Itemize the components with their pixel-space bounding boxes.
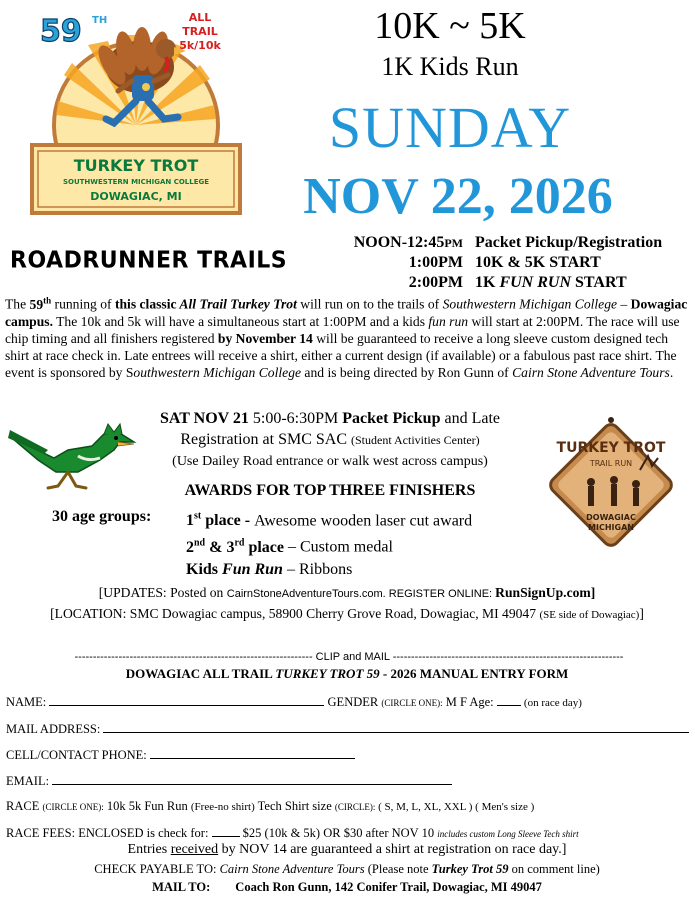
check-payable: CHECK PAYABLE TO: Cairn Stone Adventure Tours (Please note Turkey Trot 59 on comment line): [94, 862, 600, 876]
mail-address-field[interactable]: [103, 721, 689, 733]
form-row-race: RACE (CIRCLE ONE): 10k 5k Fun Run (Free-no shirt) Tech Shirt size (CIRCLE): ( S, M, L, XL, XXL ) ( Men's size ): [6, 799, 535, 813]
logo-location: DOWAGIAC, MI: [90, 190, 182, 203]
mail-address-label: MAIL ADDRESS:: [6, 722, 101, 736]
awards-title: AWARDS FOR TOP THREE FINISHERS: [184, 482, 476, 499]
logo-edition: 59: [40, 14, 82, 49]
logo-subtitle: SOUTHWESTERN MICHIGAN COLLEGE: [62, 178, 210, 186]
logo-title: TURKEY TROT: [73, 156, 199, 175]
clip-divider: ----------------------------------------------------------------- CLIP and MAIL ---------------------------------------------------------------: [74, 651, 624, 663]
check-amount-field[interactable]: [212, 825, 240, 837]
wooden-award-image: [536, 410, 686, 560]
updates-info: [UPDATES: Posted on CairnStoneAdventureTours.com. REGISTER ONLINE: RunSignUp.com] [LOCATION: SMC Dowagiac campus, 58900 Cherry Grove Road, Dowagiac, MI 49047 (SE side of Dowagiac)]: [50, 585, 644, 621]
phone-label: CELL/CONTACT PHONE:: [6, 748, 147, 762]
form-row-fees: RACE FEES: ENCLOSED is check for: $25 (10k & 5k) OR $30 after NOV 10 includes custom Long Sleeve Tech shirt: [6, 826, 579, 840]
medal-location-2: MICHIGAN: [588, 523, 634, 532]
logo-edition-suffix: TH: [92, 15, 108, 26]
schedule-time: NOON-12:45PM: [353, 234, 463, 251]
header-events: 10K ~ 5K: [374, 5, 526, 47]
logo-tagline-3: 5k/10k: [179, 39, 221, 52]
schedule-desc: 1K FUN RUN START: [475, 274, 627, 291]
award-first: 1st place - Awesome wooden laser cut award: [186, 511, 473, 530]
phone-field[interactable]: [150, 747, 355, 759]
name-label: NAME:: [6, 695, 47, 709]
saturday-pickup: SAT NOV 21 5:00-6:30PM Packet Pickup and Late Registration at SMC SAC (Student Activities Center) (Use Dailey Road entrance or walk west across campus): [159, 410, 500, 469]
medal-location-1: DOWAGIAC: [586, 513, 636, 522]
register-link[interactable]: RunSignUp.com]: [495, 585, 596, 600]
award-kids: Kids Fun Run – Ribbons: [186, 560, 353, 578]
awards-age-groups: 30 age groups:: [52, 508, 152, 525]
intro-paragraph: The 59th running of this classic All Trail Turkey Trot will run on to the trails of Southwestern Michigan College – Dowagiac campus. The 10k and 5k will have a simultaneous start at 1:00PM and a kids fun run will start at 2:00PM. The race will use chip timing and all finishers registered by November 14 will be guaranteed to receive a long sleeve custom designed tech shirt at race check in. Late entrees will receive a shirt, either a current design (if available) or a fabulous past race shirt. The event is sponsored by Southwestern Michigan College and is being directed by Ron Gunn of Cairn Stone Adventure Tours.: [5, 295, 688, 380]
header-date: NOV 22, 2026: [303, 168, 613, 225]
header-day: SUNDAY: [328, 95, 572, 160]
award-second-third: 2nd & 3rd place – Custom medal: [186, 537, 393, 556]
name-field[interactable]: [49, 694, 324, 706]
form-title: DOWAGIAC ALL TRAIL TURKEY TROT 59 - 2026 MANUAL ENTRY FORM: [125, 666, 569, 681]
logo-tagline-2: TRAIL: [182, 25, 218, 38]
header-kids-run: 1K Kids Run: [381, 52, 519, 81]
form-row-name: NAME: GENDER (CIRCLE ONE): M F Age: (on race day): [6, 695, 582, 709]
logo-tagline-1: ALL: [188, 11, 212, 24]
form-row-email: [6, 773, 452, 789]
medal-title: TURKEY TROT: [556, 440, 666, 456]
awards-list: [186, 506, 472, 581]
medal-subtitle: TRAIL RUN: [589, 459, 633, 468]
email-label: EMAIL:: [6, 774, 50, 788]
email-field[interactable]: [52, 773, 452, 785]
schedule-row: [330, 233, 662, 253]
form-row-address: [6, 721, 689, 737]
schedule-time: 2:00PM: [408, 274, 463, 291]
schedule-desc: Packet Pickup/Registration: [475, 234, 663, 251]
shirt-guarantee: Entries received by NOV 14 are guaranteed a shirt at registration on race day.]: [127, 842, 567, 857]
roadrunner-trails-title: ROADRUNNER TRAILS: [10, 247, 288, 274]
age-field[interactable]: [497, 694, 521, 706]
mail-to: MAIL TO: Coach Ron Gunn, 142 Conifer Trail, Dowagiac, MI 49047: [152, 880, 542, 894]
schedule-time: 1:00PM: [408, 254, 463, 271]
schedule: [330, 233, 662, 293]
turkey-trot-logo: [28, 5, 244, 217]
schedule-row: [330, 253, 662, 273]
schedule-desc: 10K & 5K START: [475, 254, 601, 271]
schedule-row: [330, 273, 662, 293]
form-row-phone: [6, 747, 355, 763]
roadrunner-bird-icon: [8, 420, 138, 494]
